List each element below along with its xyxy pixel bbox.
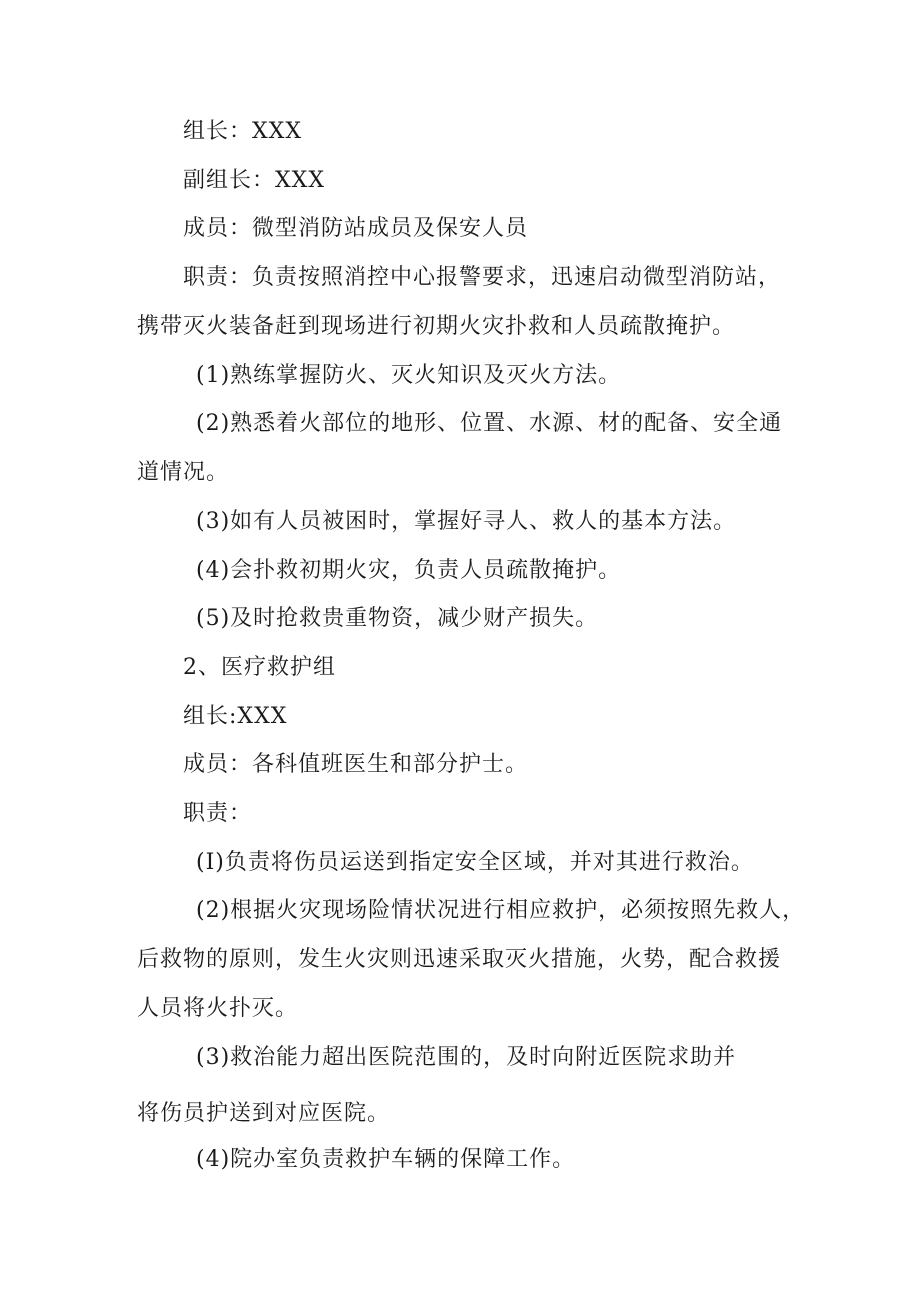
text-line: (3)如有人员被困时，掌握好寻人、救人的基本方法。 [196,509,737,534]
text-line: (3)救治能力超出医院范围的，及时向附近医院求助并 [196,1045,737,1070]
text-line: 副组长：XXX [183,168,325,193]
text-line: 2、医疗救护组 [183,655,336,680]
text-line: 携带灭火装备赶到现场进行初期火灾扑救和人员疏散掩护。 [137,314,736,339]
text-line: 成员：各科值班医生和部分护士。 [183,752,529,777]
text-line: (5)及时抢救贵重物资，减少财产损失。 [196,606,599,631]
text-line: (1)熟练掌握防火、灭火知识及灭火方法。 [196,363,622,388]
text-line: 成员：微型消防站成员及保安人员 [183,216,529,241]
text-line: 人员将火扑灭。 [137,996,299,1021]
text-line: 将伤员护送到对应医院。 [137,1101,391,1126]
text-line: (2)根据火灾现场险情状况进行相应救护，必须按照先救人， [196,898,806,923]
text-line: 职责： [183,801,253,826]
text-line: 后救物的原则，发生火灾则迅速采取灭火措施，火势，配合救援 [137,947,782,972]
text-line: 组长：XXX [183,119,302,144]
text-line: (2)熟悉着火部位的地形、位置、水源、材的配备、安全通 [196,411,783,436]
text-line: (I)负责将伤员运送到指定安全区域，并对其进行救治。 [196,850,754,875]
text-line: (4)会扑救初期火灾，负责人员疏散掩护。 [196,558,622,583]
text-line: (4)院办室负责救护车辆的保障工作。 [196,1147,576,1172]
text-line: 组长:XXX [183,704,288,729]
text-line: 职责：负责按照消控中心报警要求，迅速启动微型消防站， [183,265,782,290]
text-line: 道情况。 [137,460,230,485]
